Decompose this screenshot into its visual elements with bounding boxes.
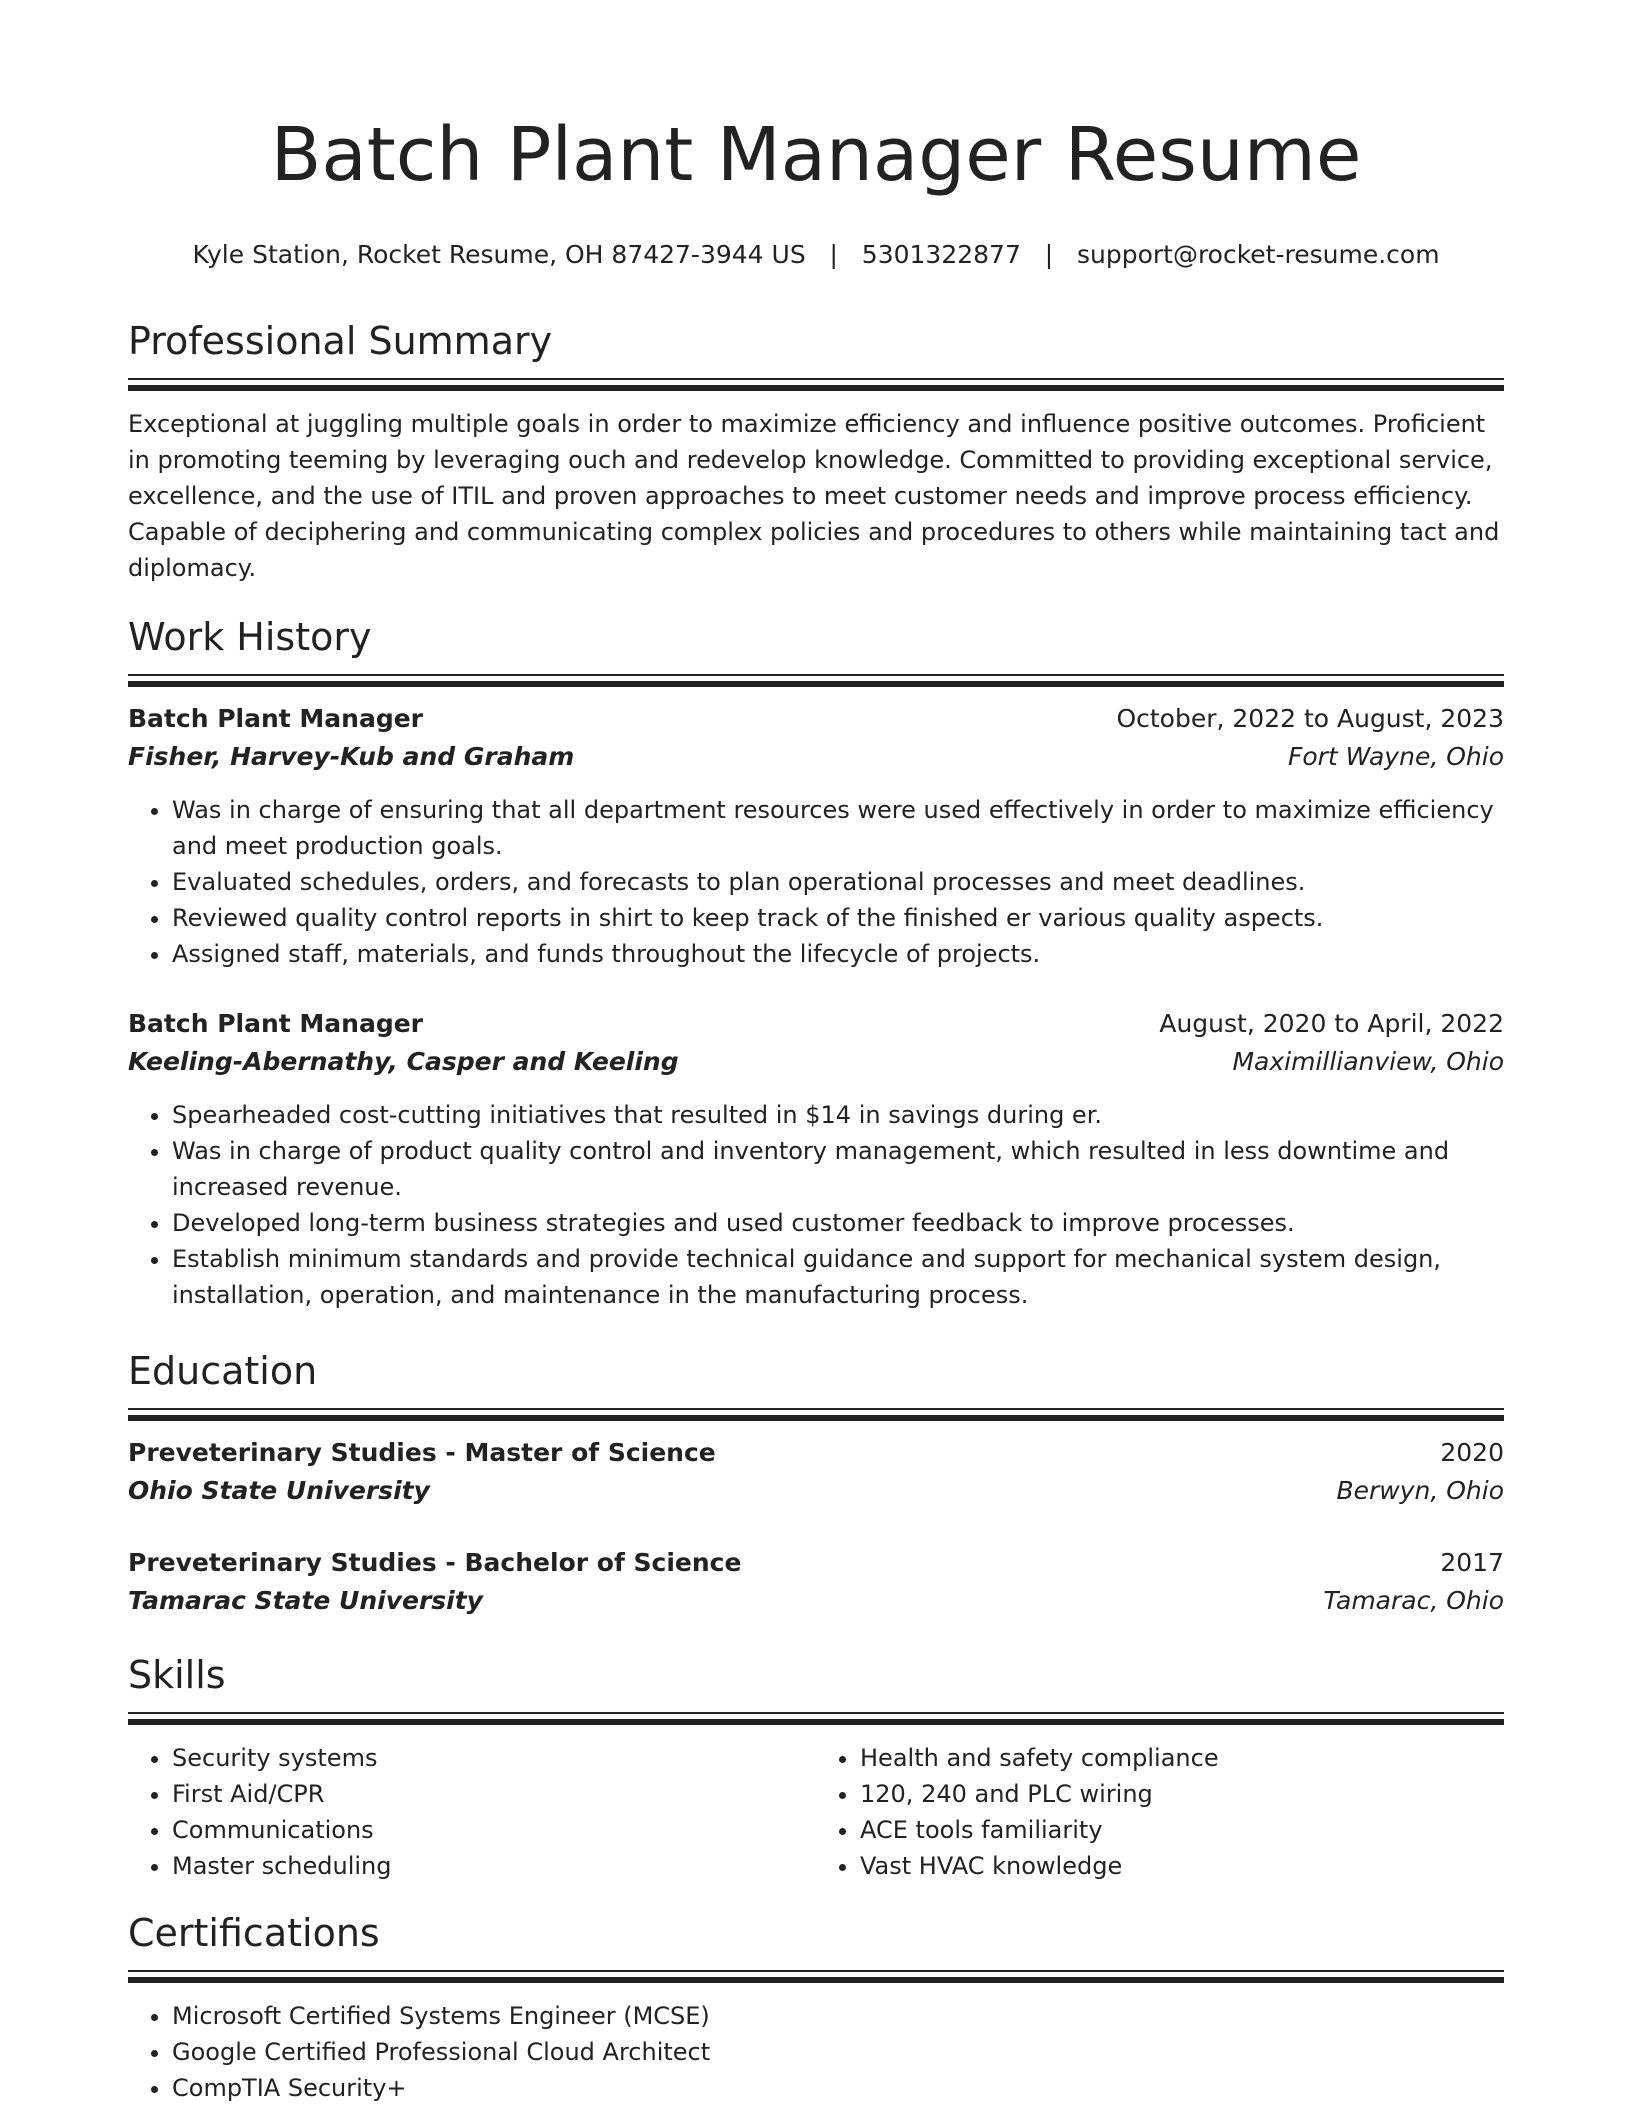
job-bullet: • Spearheaded cost-cutting initiatives that resulted in $14 in savings during er. (172, 1097, 1504, 1133)
skills-list-left (128, 1740, 816, 1884)
job-title: Batch Plant Manager (128, 1009, 424, 1038)
skill-item: • Health and safety compliance (860, 1740, 1504, 1776)
certification-item: • Google Certified Professional Cloud Architect (172, 2034, 1504, 2070)
graduation-year: 2020 (1440, 1438, 1504, 1467)
education-entry (128, 1544, 1504, 1620)
summary-text: Exceptional at juggling multiple goals in order to maximize efficiency and influence positive outcomes. Proficient in promoting teeming by leveraging ouch and redevelop knowledge. Committed to providing exceptional service, excellence, and the use of ITIL and proven approaches to meet customer needs and improve process efficiency. Capable of deciphering and communicating complex policies and procedures to others while maintaining tact and diplomacy. (128, 410, 1500, 582)
job-company: Keeling-Abernathy, Casper and Keeling (128, 1047, 679, 1076)
job-bullet: • Evaluated schedules, orders, and forecasts to plan operational processes and meet deadlines. (172, 864, 1504, 900)
education-entry (128, 1434, 1504, 1510)
job-company: Fisher, Harvey-Kub and Graham (128, 742, 575, 771)
skill-item: • First Aid/CPR (172, 1776, 816, 1812)
school-location: Berwyn, Ohio (1336, 1476, 1504, 1505)
school-name: Tamarac State University (128, 1586, 483, 1615)
skills-list-right (816, 1740, 1504, 1884)
skill-item: • ACE tools familiarity (860, 1812, 1504, 1848)
job-bullet: • Developed long-term business strategies and used customer feedback to improve processes. (172, 1205, 1504, 1241)
section-heading-certifications: Certifications (128, 1911, 380, 1955)
job-entry (128, 1005, 1504, 1313)
certifications-section (128, 1911, 1504, 2106)
section-heading-work-history: Work History (128, 615, 372, 659)
job-bullets (128, 1097, 1504, 1313)
skill-item: • Communications (172, 1812, 816, 1848)
section-heading-summary: Professional Summary (128, 319, 553, 363)
job-bullets (128, 792, 1504, 972)
job-bullet: • Was in charge of ensuring that all department resources were used effectively in order to maximize efficiency and meet production goals. (172, 792, 1504, 864)
job-title: Batch Plant Manager (128, 704, 424, 733)
job-entry (128, 700, 1504, 972)
skill-item: • 120, 240 and PLC wiring (860, 1776, 1504, 1812)
graduation-year: 2017 (1440, 1548, 1504, 1577)
job-dates: August, 2020 to April, 2022 (1159, 1009, 1504, 1038)
skill-item: • Security systems (172, 1740, 816, 1776)
certifications-list (128, 1998, 1504, 2106)
job-location: Maximillianview, Ohio (1232, 1047, 1504, 1076)
contact-line: Kyle Station, Rocket Resume, OH 87427-3944 US | 5301322877 | support@rocket-resume.com (192, 240, 1440, 269)
skills-grid (128, 1740, 1504, 1884)
section-heading-education: Education (128, 1349, 318, 1393)
skill-item: • Vast HVAC knowledge (860, 1848, 1504, 1884)
section-divider (128, 1712, 1504, 1726)
education-section (128, 1349, 1504, 1620)
job-dates: October, 2022 to August, 2023 (1116, 704, 1504, 733)
job-location: Fort Wayne, Ohio (1287, 742, 1504, 771)
job-bullet: • Was in charge of product quality control and inventory management, which resulted in less downtime and increased revenue. (172, 1133, 1504, 1205)
school-name: Ohio State University (128, 1476, 430, 1505)
section-divider (128, 378, 1504, 392)
certification-item: • Microsoft Certified Systems Engineer (MCSE) (172, 1998, 1504, 2034)
skills-section (128, 1653, 1504, 1884)
school-location: Tamarac, Ohio (1323, 1586, 1504, 1615)
resume-title: Batch Plant Manager Resume (270, 112, 1362, 198)
skill-item: • Master scheduling (172, 1848, 816, 1884)
section-heading-skills: Skills (128, 1653, 226, 1697)
job-bullet: • Establish minimum standards and provide technical guidance and support for mechanical system design, installation, operation, and maintenance in the manufacturing process. (172, 1241, 1504, 1313)
summary-section (128, 319, 1504, 586)
section-divider (128, 1408, 1504, 1422)
degree-name: Preveterinary Studies - Master of Science (128, 1438, 716, 1467)
work-history-section (128, 615, 1504, 1313)
certification-item: • CompTIA Security+ (172, 2070, 1504, 2106)
degree-name: Preveterinary Studies - Bachelor of Science (128, 1548, 742, 1577)
section-divider (128, 674, 1504, 688)
section-divider (128, 1970, 1504, 1984)
job-bullet: • Reviewed quality control reports in shirt to keep track of the finished er various quality aspects. (172, 900, 1504, 936)
job-bullet: • Assigned staff, materials, and funds throughout the lifecycle of projects. (172, 936, 1504, 972)
